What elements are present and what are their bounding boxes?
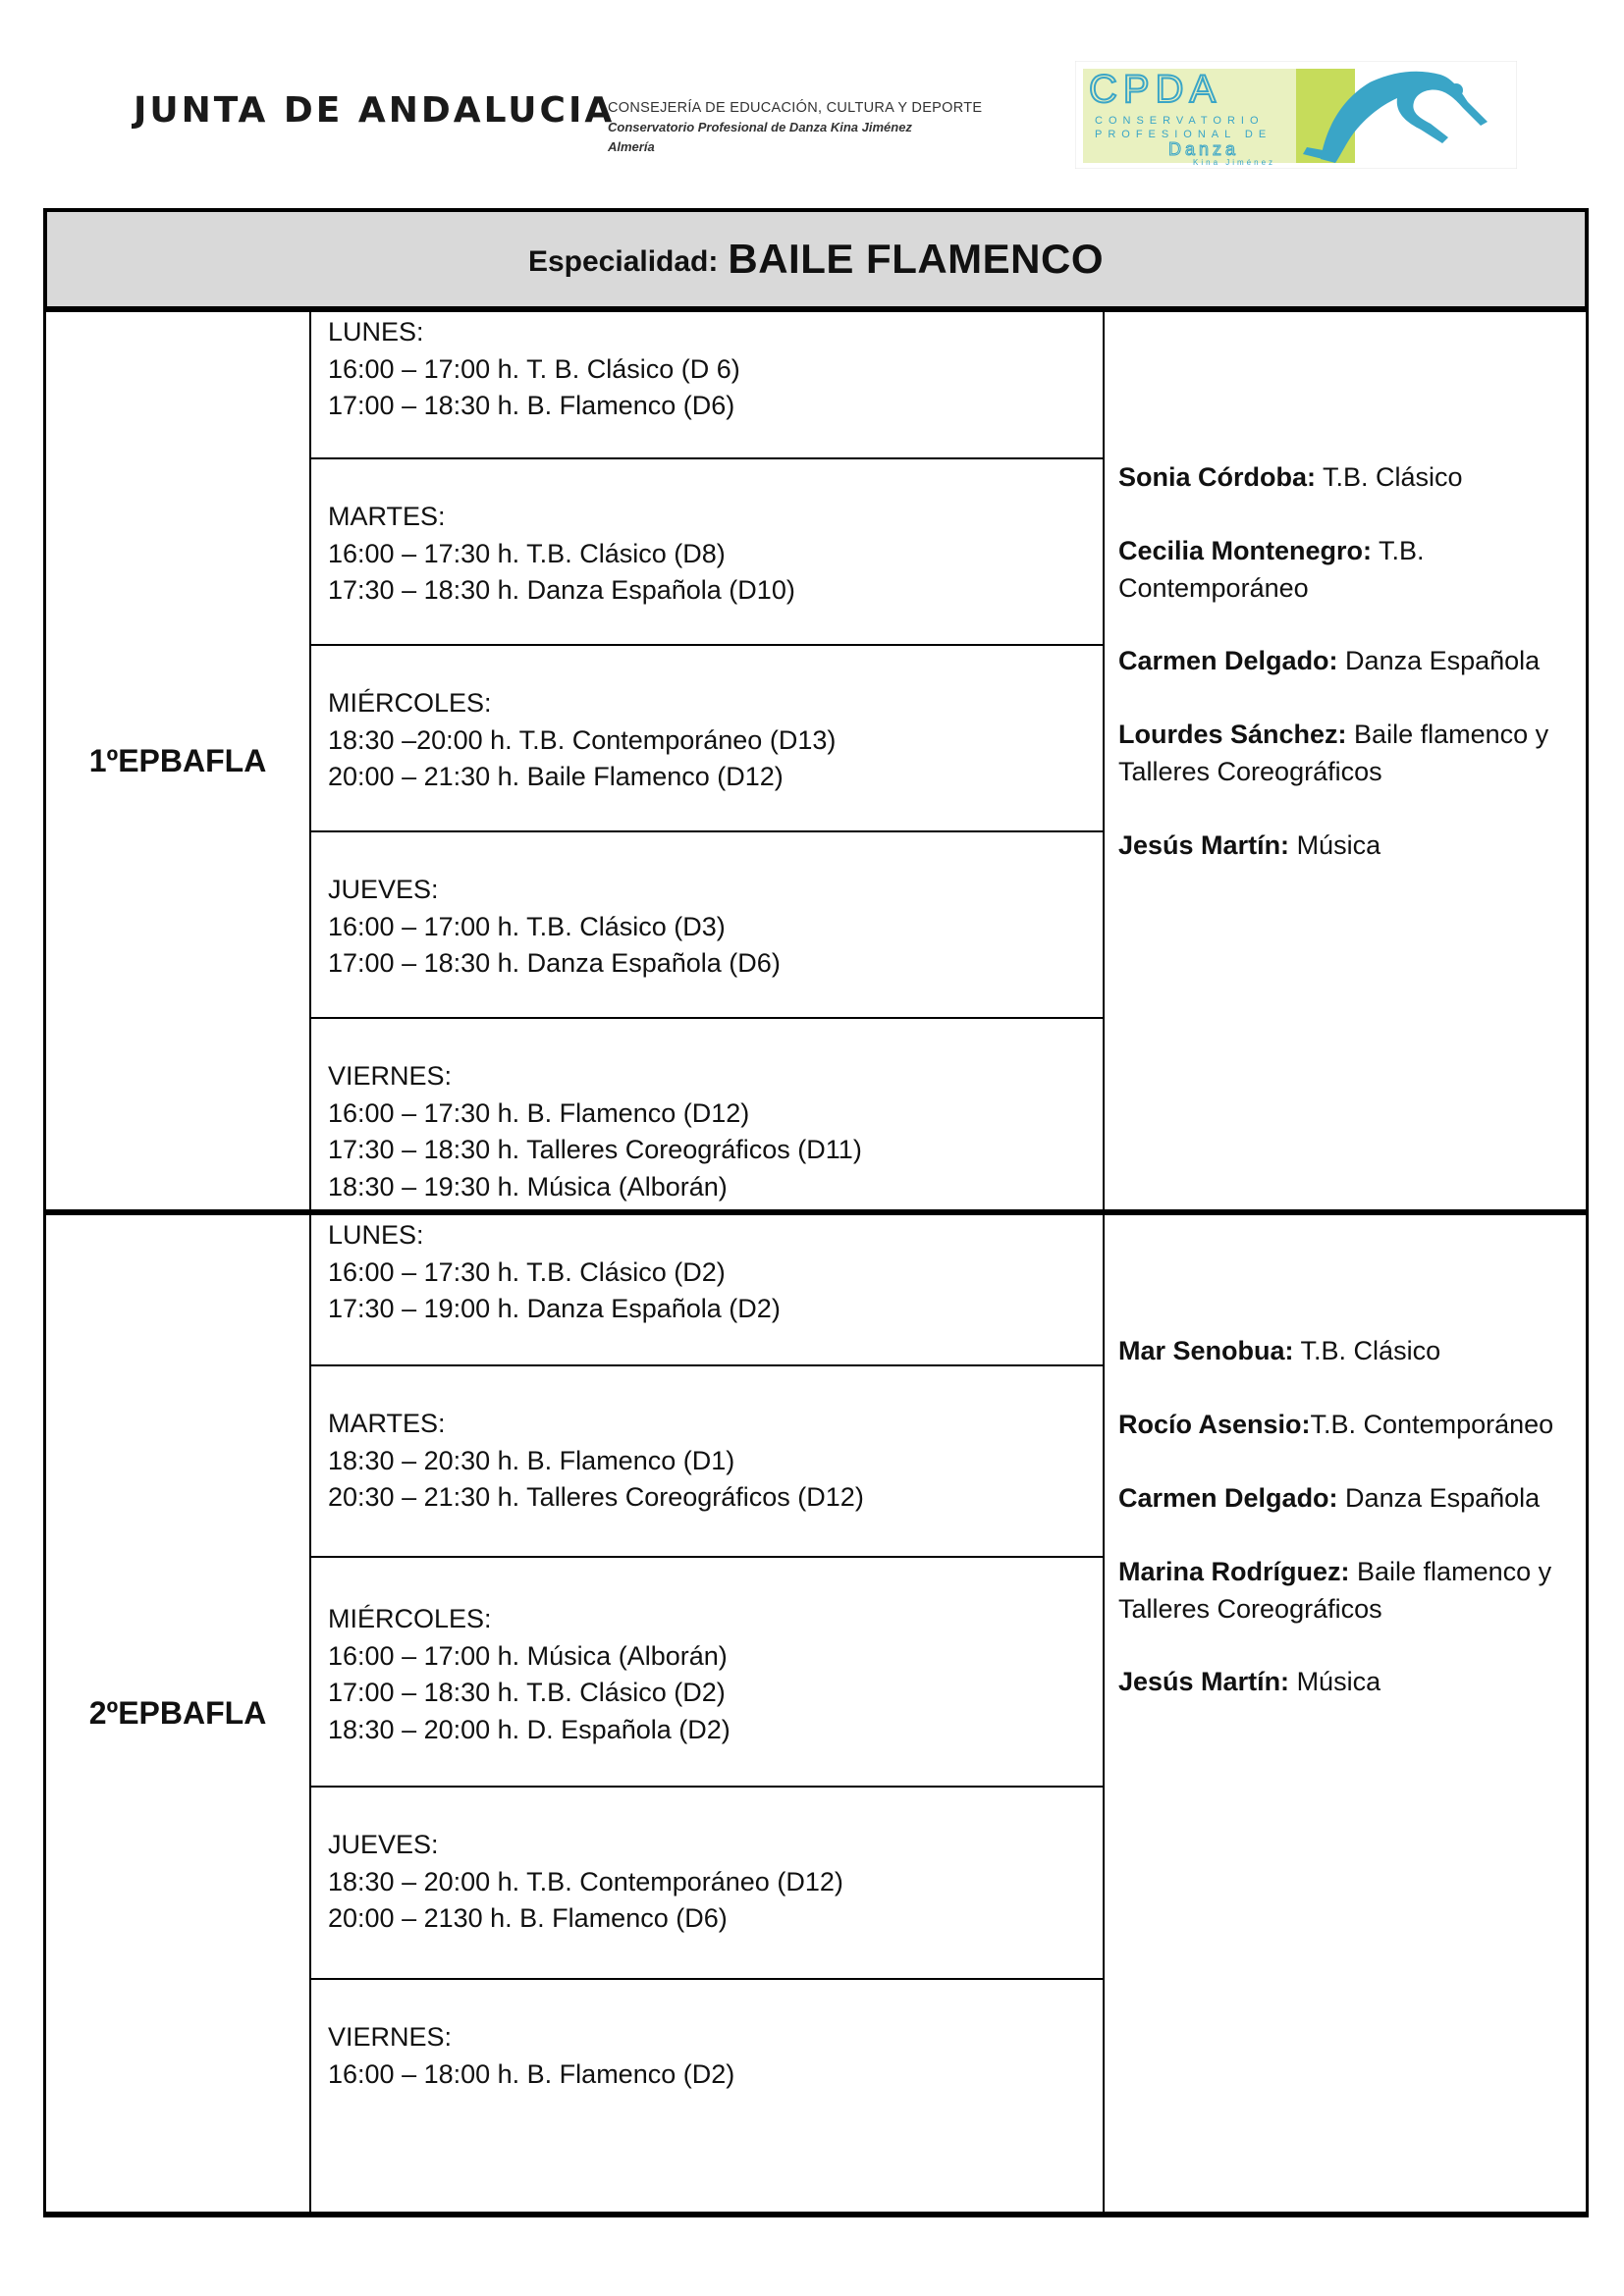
teacher-name: Jesús Martín: [1118,830,1290,860]
teacher-name: Carmen Delgado: [1118,1483,1338,1513]
schedule-line: 16:00 – 17:00 h. T. B. Clásico (D 6) [328,353,740,384]
logo-sub2: PROFESIONAL DE [1095,129,1272,140]
schedule-line: 18:30 – 20:00 h. D. Española (D2) [328,1714,731,1744]
schedule-line: 17:00 – 18:30 h. T.B. Clásico (D2) [328,1678,726,1707]
logo-sub1: CONSERVATORIO [1095,115,1265,127]
teacher-subject: T.B. Clásico [1293,1336,1441,1365]
day-name: MARTES: [328,502,446,531]
cpda-logo [1075,61,1517,169]
teacher-name: Mar Senobua: [1118,1336,1294,1365]
table-title-row [43,208,1589,312]
title-specialty: BAILE FLAMENCO [728,236,1105,282]
teacher-subject: T.B. Contemporáneo [1310,1410,1554,1439]
teacher-entry [1118,717,1580,790]
teacher-name: Lourdes Sánchez: [1118,720,1347,749]
schedule-line: 17:30 – 19:00 h. Danza Española (D2) [328,1294,781,1323]
day-cell-jueves [311,1788,1103,1980]
day-name: MIÉRCOLES: [328,1604,492,1633]
day-cell-martes [311,459,1103,646]
teacher-subject: Música [1289,830,1381,860]
day-name: JUEVES: [328,1830,439,1859]
logo-sub3: Danza [1168,139,1240,159]
teacher-entry [1118,459,1580,497]
course-block-1 [43,312,1589,1209]
schedule-line: 16:00 – 17:00 h. Música (Alborán) [328,1640,728,1671]
schedule-line: 16:00 – 17:30 h. B. Flamenco (D12) [328,1097,750,1128]
day-cell-miercoles [311,646,1103,832]
logo-cpda-text: CPDA [1089,68,1222,111]
teachers-column [1105,1215,1586,2212]
consejeria-name: CONSEJERÍA DE EDUCACIÓN, CULTURA Y DEPORTE [608,100,983,116]
day-name: LUNES: [328,317,424,347]
schedule-line: 16:00 – 18:00 h. B. Flamenco (D2) [328,2058,735,2089]
teacher-entry [1118,1554,1580,1628]
schedule-line: 20:00 – 21:30 h. Baile Flamenco (D12) [328,762,784,791]
teacher-entry [1118,1480,1580,1518]
schedule-line: 17:30 – 18:30 h. Talleres Coreográficos (D11) [328,1135,862,1164]
schedule-line: 17:00 – 18:30 h. B. Flamenco (D6) [328,391,735,420]
day-name: JUEVES: [328,875,439,904]
course-name: 1ºEPBAFLA [46,312,311,1209]
city-name: Almería [608,139,655,154]
teacher-entry [1118,1333,1580,1370]
teacher-subject: T.B. Clásico [1316,462,1463,492]
teacher-subject: Baile flamenco y Talleres Coreográficos [1118,1557,1552,1624]
conservatorio-name: Conservatorio Profesional de Danza Kina Jiménez [608,120,912,134]
schedule-line: 20:00 – 2130 h. B. Flamenco (D6) [328,1903,728,1933]
teacher-entry [1118,1664,1580,1701]
day-cell-miercoles [311,1558,1103,1788]
teacher-name: Marina Rodríguez: [1118,1557,1350,1586]
logo-sub4: Kina Jiménez [1193,158,1276,167]
page-header [0,0,1624,196]
day-cell-viernes [311,1980,1103,2212]
schedule-line: 16:00 – 17:30 h. T.B. Clásico (D8) [328,538,726,568]
course-name: 2ºEPBAFLA [46,1215,311,2212]
day-name: MIÉRCOLES: [328,688,492,718]
title-prefix: Especialidad: [527,245,719,278]
day-name: LUNES: [328,1220,424,1250]
schedule-line: 16:00 – 17:30 h. T.B. Clásico (D2) [328,1256,726,1287]
schedule-line: 18:30 – 19:30 h. Música (Alborán) [328,1171,728,1201]
teacher-subject: Baile flamenco y Talleres Coreográficos [1118,720,1549,786]
teacher-name: Carmen Delgado: [1118,646,1338,675]
teacher-name: Cecilia Montenegro: [1118,536,1373,565]
teacher-subject: T.B. Contemporáneo [1118,536,1425,603]
teacher-entry [1118,1407,1580,1444]
day-cell-viernes [311,1019,1103,1209]
days-column [311,312,1105,1209]
consejeria-block [608,98,982,157]
teacher-entry [1118,643,1580,680]
teacher-name: Rocío Asensio: [1118,1410,1311,1439]
day-cell-martes [311,1366,1103,1558]
teacher-entry [1118,828,1580,865]
schedule-line: 18:30 – 20:00 h. T.B. Contemporáneo (D12) [328,1866,843,1896]
schedule-line: 16:00 – 17:00 h. T.B. Clásico (D3) [328,911,726,941]
teacher-subject: Danza Española [1337,1483,1541,1513]
teacher-subject: Danza Española [1337,646,1541,675]
day-cell-lunes [311,1215,1103,1366]
day-cell-jueves [311,832,1103,1019]
teachers-column [1105,312,1586,1209]
schedule-line: 18:30 –20:00 h. T.B. Contemporáneo (D13) [328,724,837,755]
day-cell-lunes [311,312,1103,459]
teacher-name: Jesús Martín: [1118,1667,1290,1696]
schedule-line: 17:30 – 18:30 h. Danza Española (D10) [328,575,795,605]
day-name: VIERNES: [328,1061,453,1091]
schedule-line: 17:00 – 18:30 h. Danza Española (D6) [328,948,781,978]
teacher-name: Sonia Córdoba: [1118,462,1316,492]
day-name: VIERNES: [328,2022,453,2052]
junta-de-andalucia-logo: JUNTA DE ANDALUCIA [134,90,616,131]
days-column [311,1215,1105,2212]
teacher-entry [1118,533,1580,607]
schedule-line: 20:30 – 21:30 h. Talleres Coreográficos (D12) [328,1482,864,1512]
schedule-line: 18:30 – 20:30 h. B. Flamenco (D1) [328,1445,735,1475]
teacher-subject: Música [1289,1667,1381,1696]
day-name: MARTES: [328,1409,446,1438]
course-block-2 [43,1209,1589,2217]
